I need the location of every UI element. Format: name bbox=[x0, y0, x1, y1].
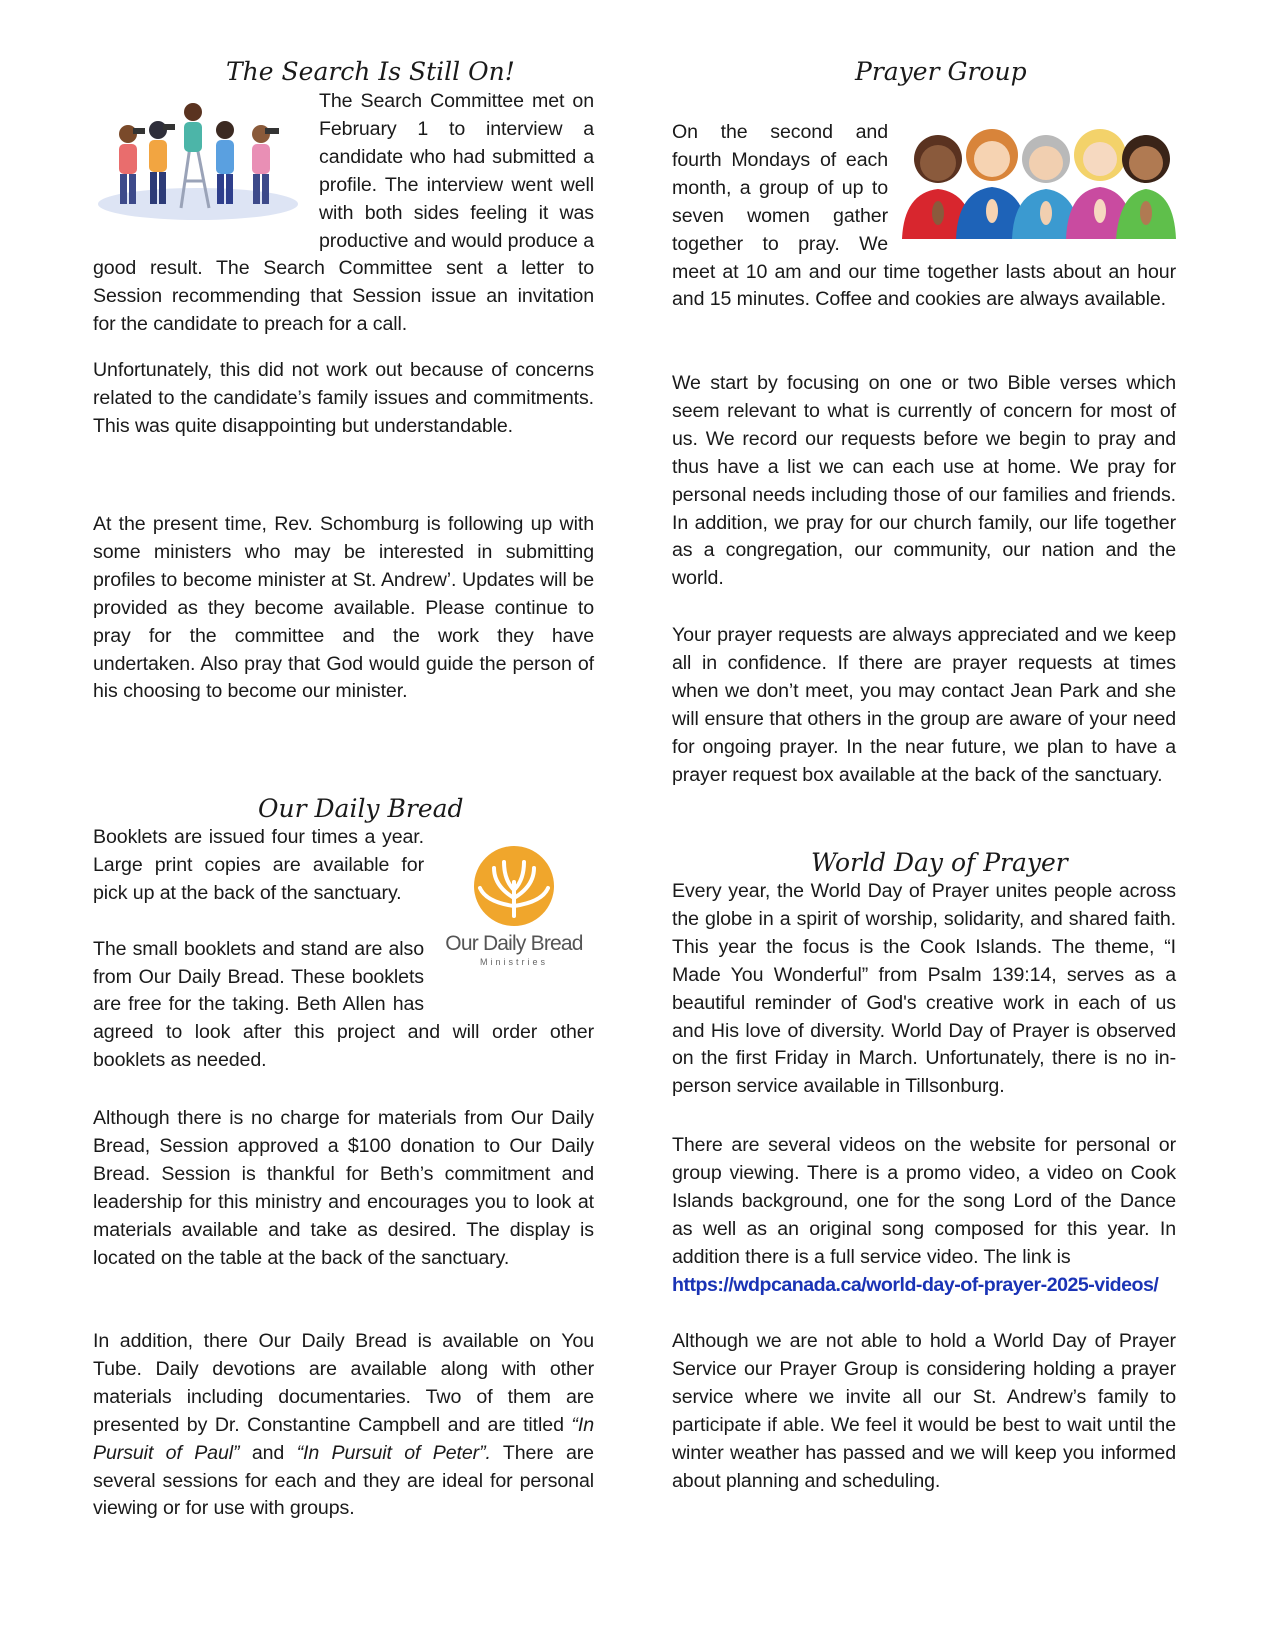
wdp-paragraph-3: Although we are not able to hold a World Day of Prayer Service our Prayer Group is considering holding a prayer service where we invite all our St. Andrew’s family to participate if able. We feel it would be best to wait until the winter weather has passed and we will keep you informed about planning and scheduling. bbox=[672, 1330, 1176, 1492]
search-paragraph-3: At the present time, Rev. Schomburg is following up with some ministers who may be interested in submitting profiles to become minister at St. Andrew’. Updates will be provided as they become available. Please continue to pray for the committee and the work they have undertaken. Also pray that God would guide the person of his choosing to become our minister. bbox=[93, 513, 594, 703]
search-illustration bbox=[93, 96, 311, 228]
wdp-videos-link[interactable]: https://wdpcanada.ca/world-day-of-prayer-2025-videos/ bbox=[672, 1273, 1159, 1296]
daily-bread-title: Our Daily Bread bbox=[258, 794, 464, 823]
daily-bread-paragraph-4 bbox=[93, 1328, 594, 1523]
wdp-paragraph-1: Every year, the World Day of Prayer unites people across the globe in a spirit of worship, solidarity, and shared faith. This year the focus is the Cook Islands. The theme, “I Made You Wonderful” from Psalm 139:14, serves as a beautiful reminder of God's creative work in each of us and His love of diversity. World Day of Prayer is observed on the first Friday in March. Unfortunately, there is no in-person service available in Tillsonburg. bbox=[672, 880, 1176, 1098]
praying-women-illustration bbox=[900, 121, 1176, 243]
p4-text-a: In addition, there Our Daily Bread is available on You Tube. Daily devotions are available along with other materials including documentaries. Two of them are presented by Dr. Constantine Campbell and are titled bbox=[93, 1330, 594, 1436]
prayer-group-paragraph-2: We start by focusing on one or two Bible verses which seem relevant to what is currently of concern for most of us. We record our requests before we begin to pray and thus have a list we can each use at home. We pray for personal needs including those of our families and friends. In addition, we pray for our church family, our life together as a congregation, our community, our nation and the world. bbox=[672, 372, 1176, 590]
daily-bread-p2: The small booklets and stand are also from Our Daily Bread. These booklets are free for the taking. Beth Allen has agreed to look after this project and will order other booklets as needed. bbox=[93, 937, 594, 1072]
search-paragraph-2: Unfortunately, this did not work out because of concerns related to the candidate’s family issues and commitments. This was quite disappointing but understandable. bbox=[93, 359, 594, 437]
prayer-p1-text: On the second and fourth Mondays of each month, a group of up to seven women gather together to pray. We meet at 10 am and our time together lasts about an hour and 15 minutes. Coffee and cookies are always available. bbox=[672, 121, 1176, 311]
daily-bread-p1: Booklets are issued four times a year. Large print copies are available for pick up at the back of the sanctuary. bbox=[93, 826, 424, 904]
our-daily-bread-logo bbox=[434, 842, 594, 992]
wdp-p2-text: There are several videos on the website for personal or group viewing. There is a promo video, a video on Cook Islands background, one for the song Lord of the Dance as well as an original song composed for this year. In addition there is a full service video. The link is bbox=[672, 1134, 1176, 1268]
logo-name: Our Daily Bread bbox=[445, 932, 583, 955]
p4-text-b: There are several sessions for each and they are ideal for personal viewing or for use with groups. bbox=[93, 1441, 594, 1520]
wdp-title: World Day of Prayer bbox=[811, 848, 1068, 877]
pursuit-of-peter: “In Pursuit of Peter”. bbox=[296, 1441, 491, 1464]
pursuit-of-paul: “In Pursuit of Paul” bbox=[93, 1413, 594, 1464]
search-p1-text: The Search Committee met on February 1 to interview a candidate who had submitted a profile. The interview went well with both sides feeling it was productive and would produce a good result. The Search Committee sent a letter to Session recommending that Session issue an invitation for the candidate to preach for a call. bbox=[93, 90, 594, 336]
prayer-group-paragraph-3: Your prayer requests are always appreciated and we keep all in confidence. If there are prayer requests at times when we don’t meet, you may contact Jean Park and she will ensure that others in the group are aware of your need for ongoing prayer. In the near future, we plan to have a prayer request box available at the back of the sanctuary. bbox=[672, 624, 1176, 786]
daily-bread-block bbox=[93, 824, 594, 1075]
logo-sub: Ministries bbox=[479, 957, 548, 967]
search-title: The Search Is Still On! bbox=[226, 57, 515, 86]
prayer-group-title: Prayer Group bbox=[855, 57, 1027, 86]
wdp-paragraph-2 bbox=[672, 1132, 1176, 1299]
search-paragraph-1 bbox=[93, 88, 594, 339]
p4-and: and bbox=[239, 1441, 297, 1464]
daily-bread-paragraph-3: Although there is no charge for materials from Our Daily Bread, Session approved a $100 donation to Our Daily Bread. Session is thankful for Beth’s commitment and leadership for this ministry and encourages you to look at materials available and take as desired. The display is located on the table at the back of the sanctuary. bbox=[93, 1107, 594, 1269]
prayer-group-paragraph-1 bbox=[672, 119, 1176, 314]
